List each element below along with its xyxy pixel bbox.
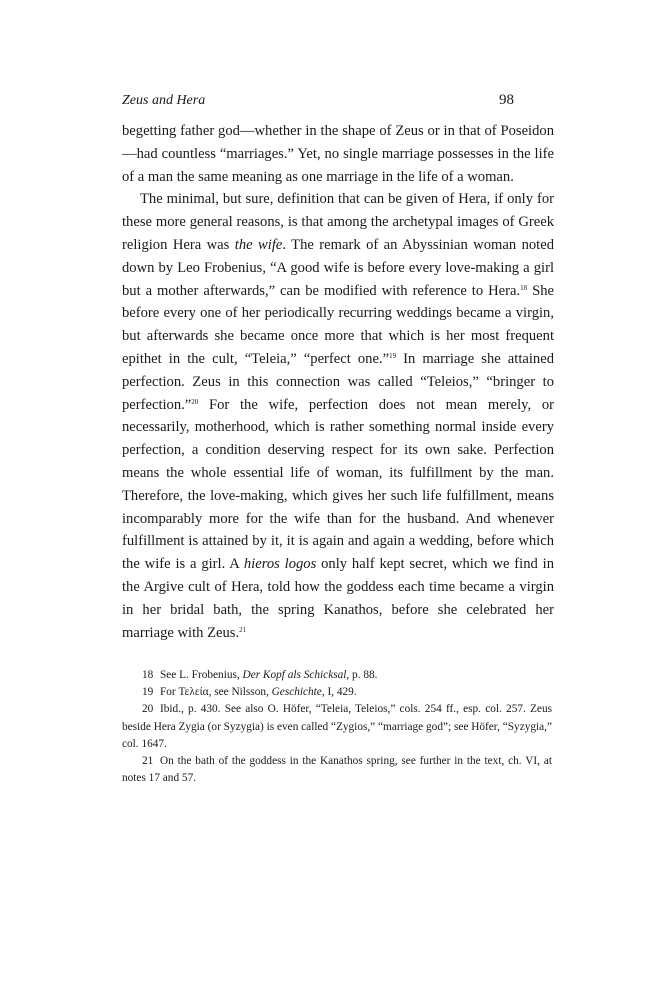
paragraph-2-text-5: For the wife, perfection does not mean merely, or necessarily, motherhood, which is rather something normal inside every perfection, a condition deserving respect for its own sake. Perfection means the whole essential life of woman, its fulfillment by the man. Therefore, the love-making, which gives her such life fulfillment, means incomparably more for the wife than for the husband. And whenever fulfillment is attained by it, it is again and again a wedding, before which the wife is a girl. A	[122, 396, 554, 573]
footnote-ref-19[interactable]: 19	[389, 351, 397, 360]
page-number: 98	[499, 92, 514, 108]
footnote-ref-21[interactable]: 21	[239, 625, 247, 634]
footnote-text: Ibid., p. 430. See also O. Höfer, “Teleia, Teleios,” cols. 254 ff., esp. col. 257. Zeus beside Hera Zygia (or Syzygia) is even called “Zygios,” “marriage god”; see Höfer, “Syzygia,” col. 1647.	[122, 703, 552, 750]
footnote-title: Geschichte	[271, 686, 322, 699]
paragraph-2-text-6: only half kept secret, which we find in the Argive cult of Hera, told how the goddess each time became a virgin in her bridal bath, the spring Kanathos, before she celebrated her marriage with Zeus.	[122, 556, 555, 641]
running-title: Zeus and Hera	[122, 93, 206, 108]
footnote-text: See L. Frobenius,	[160, 669, 243, 681]
paragraph-2-text-1: The minimal, but sure, definition that can be given of Hera, if only for these more general reasons, is that among the archetypal images of Greek religion Hera was	[122, 191, 554, 253]
footnote-21	[122, 753, 552, 787]
footnote-text-end: , p. 88.	[346, 669, 378, 681]
footnote-number: 21	[142, 755, 154, 768]
running-head	[122, 92, 514, 109]
paragraph-2	[122, 188, 554, 644]
footnote-text: For Τελεία, see Nilsson,	[160, 686, 272, 699]
paragraph-2-text-3: She before every one of her periodically recurring weddings became a virgin, but afterwards she became once more that which is her most frequent epithet in the cult, “Teleia,” “perfect one.”	[122, 282, 554, 367]
footnotes	[122, 667, 552, 787]
footnote-ref-18[interactable]: 18	[520, 283, 528, 292]
footnote-19	[122, 684, 552, 701]
paragraph-2-text-2: . The remark of an Abyssinian woman noted down by Leo Frobenius, “A good wife is before every love-making a girl but a mother afterwards,” can be modified with reference to Hera.	[122, 236, 554, 299]
footnote-18	[122, 667, 552, 684]
emphasis-hieros-logos: hieros logos	[243, 556, 317, 573]
footnote-20	[122, 701, 552, 753]
emphasis-the-wife: the wife	[234, 236, 283, 253]
footnote-text: On the bath of the goddess in the Kanathos spring, see further in the text, ch. VI, at notes 17 and 57.	[122, 755, 552, 785]
footnote-number: 19	[142, 686, 154, 699]
footnote-ref-20[interactable]: 20	[191, 397, 199, 406]
footnote-title: Der Kopf als Schicksal	[242, 669, 347, 681]
footnote-number: 20	[142, 703, 154, 716]
paragraph-2-text-4: In marriage she attained perfection. Zeus in this connection was called “Teleios,” “bringer to perfection.”	[122, 350, 554, 413]
footnote-text-end: , I, 429.	[321, 686, 357, 699]
body-text	[122, 120, 554, 644]
footnote-number: 18	[142, 669, 154, 681]
paragraph-1: begetting father god—whether in the shape of Zeus or in that of Poseidon—had countless “marriages.” Yet, no single marriage possesses in the life of a man the same meaning as one marriage in the life of a woman.	[122, 123, 554, 185]
